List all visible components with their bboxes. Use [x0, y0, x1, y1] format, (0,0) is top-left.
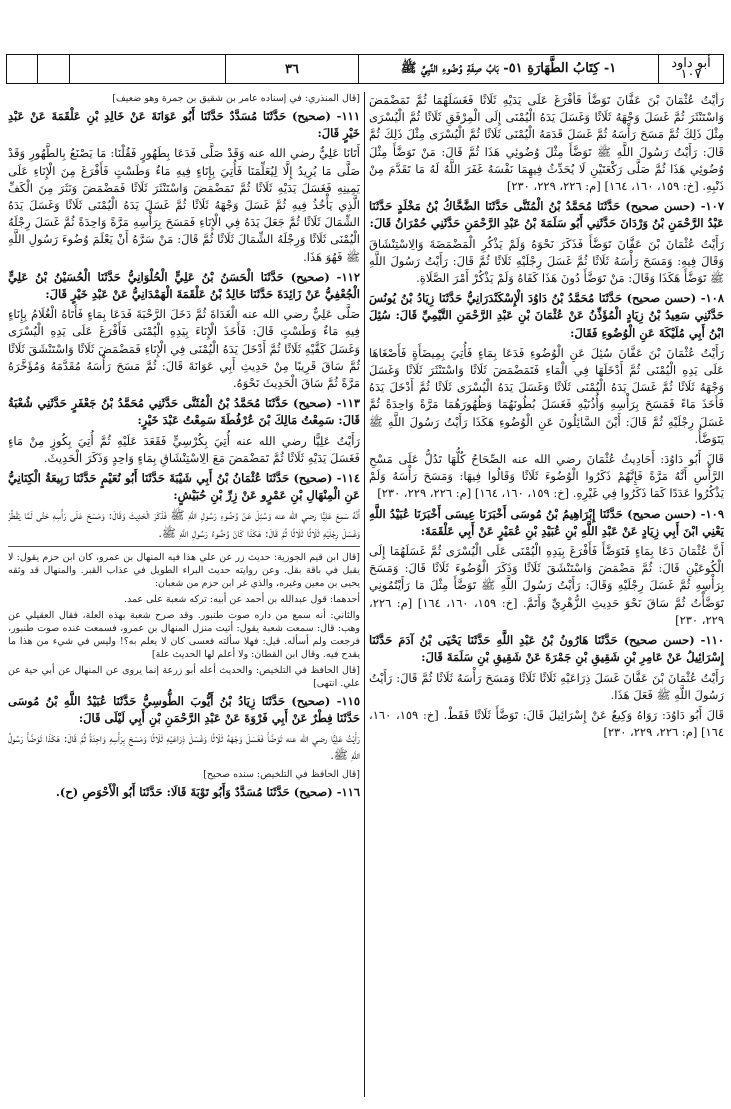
hadith-111-chain: ١١١- (صحيح) حَدَّثَنَا مُسَدَّدٌ حَدَّثَنَا أَبُو عَوَانَةَ عَنْ خَالِدِ بْنِ عَلْقَمَةَ عَنْ عَبْدِ خَيْرٍ قَالَ:	[8, 109, 360, 141]
header-blank-cell	[69, 55, 225, 83]
header-blank-cell	[7, 55, 37, 83]
page-number: ٣٦	[225, 55, 358, 83]
paragraph: رَأَيْتُ عَلِيًّا رضي الله عنه أُتِيَ بِكُرْسِيٍّ فَقَعَدَ عَلَيْهِ ثُمَّ أُتِيَ بِكُوزٍ مِنْ مَاءٍ فَغَسَلَ يَدَيْهِ ثَلَاثًا ثُمَّ تَمَضْمَضَ مَعَ الِاسْتِنْشَاقِ بِمَاءٍ وَاحِدٍ وَذَكَرَ الْحَدِيثَ.	[8, 433, 360, 465]
page-header	[6, 54, 724, 84]
annotation-note: [قال الحافظ في التلخيص: سنده صحيح]	[203, 768, 360, 780]
book-name: أبو داود	[671, 56, 711, 71]
hadith-116-chain: ١١٦- (صحيح) حَدَّثَنَا مُسَدَّدٌ وَأَبُو تَوْبَةَ قَالَا: حَدَّثَنَا أَبُو الْأَحْوَصِ (ح).	[55, 784, 360, 799]
annotation-note: [قال المنذري: في إسناده عامر بن شقيق بن جمرة وهو ضعيف]	[112, 93, 360, 104]
annotation-note: والثاني: أنه سمع من داره صوت طنبور. وقد صرح شعبة بهذه العلة، فقال العقيلي عن وهب: قال: سمعت شعبة يقول: أتيت منزل المنهال بن عمرو، فسمعت عنده صوت طنبور، فرجعت ولم أسأله. قيل: فهلا سألته فعسى كان لا يعلم به؟! وليس في شيء من هذا ما يقدح فيه. وقال ابن القطان: ولا أعلم لها الحديث علة]	[8, 609, 360, 660]
abu-dawud-comment: قَالَ أَبُو دَاوُدَ: أَحَادِيثُ عُثْمَانَ رضي الله عنه الصِّحَاحُ كُلُّهَا تَدُلُّ عَلَى مَسْحِ الرَّأْسِ أَنَّهُ مَرَّةً فَإِنَّهُمْ ذَكَرُوا الْوُضُوءَ ثَلَاثًا وَقَالُوا فِيهَا: وَمَسَحَ رَأْسَهُ وَلَمْ يَذْكُرُوا عَدَدًا كَمَا ذَكَرُوا فِي غَيْرِهِ. [خ: ١٥٩، ١٦٠، ١٦٤] [م: ٢٢٦، ٢٢٩، ٢٣٠]	[369, 452, 724, 501]
paragraph: رَأَيْتُ عُثْمَانَ بْنَ عَفَّانَ تَوَضَّأَ فَذَكَرَ نَحْوَهُ وَلَمْ يَذْكُرِ الْمَضْمَضَةَ وَالِاسْتِنْشَاقَ وَقَالَ فِيهِ: وَمَسَحَ رَأْسَهُ ثَلَاثًا ثُمَّ غَسَلَ رِجْلَيْهِ ثَلَاثًا ثُمَّ قَالَ: رَأَيْتُ رَسُولَ اللَّهِ ﷺ تَوَضَّأَ هَكَذَا وَقَالَ: مَنْ تَوَضَّأَ دُونَ هَذَا كَفَاهُ وَلَمْ يَذْكُرْ أَمْرَ الصَّلَاةِ.	[369, 236, 724, 286]
paragraph: صَلَّى عَلِيٌّ رضي الله عنه الْغَدَاةَ ثُمَّ دَخَلَ الرَّحْبَةَ فَدَعَا بِمَاءٍ فَأَتَاهُ الْغُلَامُ بِإِنَاءٍ فِيهِ مَاءٌ وَطَسْتٍ قَالَ: فَأَخَذَ الْإِنَاءَ بِيَدِهِ الْيُمْنَى فَأَفْرَغَ عَلَى يَدِهِ الْيُسْرَى وَغَسَلَ كَفَّيْهِ ثَلَاثًا ثُمَّ أَدْخَلَ يَدَهُ الْيُمْنَى فِي الْإِنَاءِ فَمَضْمَضَ ثَلَاثًا وَاسْتَنْشَقَ ثَلَاثًا ثُمَّ سَاقَ قَرِيبًا مِنْ حَدِيثِ أَبِي عَوَانَةَ قَالَ: ثُمَّ مَسَحَ رَأْسَهُ مُقَدَّمَهُ وَمُؤَخَّرَهُ مَرَّةً ثُمَّ سَاقَ الْحَدِيثَ نَحْوَهُ.	[8, 307, 360, 391]
paragraph: رَأَيْتُ عُثْمَانَ بْنَ عَفَّانَ تَوَضَّأَ فَأَفْرَغَ عَلَى يَدَيْهِ ثَلَاثًا فَغَسَلَهُمَا ثُمَّ تَمَضْمَضَ وَاسْتَنْثَرَ ثُمَّ غَسَلَ وَجْهَهُ ثَلَاثًا وَغَسَلَ يَدَهُ الْيُمْنَى إِلَى الْمِرْفَقِ ثَلَاثًا ثُمَّ الْيُسْرَى مِثْلَ ذَلِكَ ثُمَّ مَسَحَ رَأْسَهُ ثُمَّ غَسَلَ قَدَمَهُ الْيُمْنَى ثَلَاثًا ثُمَّ الْيُسْرَى مِثْلَ ذَلِكَ ثُمَّ قَالَ: رَأَيْتُ رَسُولَ اللَّهِ ﷺ تَوَضَّأَ مِثْلَ وُضُوئِي هَذَا ثُمَّ قَالَ: مَنْ تَوَضَّأَ مِثْلَ وُضُوئِي هَذَا ثُمَّ صَلَّى رَكْعَتَيْنِ لَا يُحَدِّثُ فِيهِمَا نَفْسَهُ غَفَرَ اللَّهُ لَهُ مَا تَقَدَّمَ مِنْ ذَنْبِهِ. [خ: ١٥٩، ١٦٠، ١٦٤] [م: ٢٢٦، ٢٢٩، ٢٣٠]	[369, 93, 724, 194]
paragraph: أَنَّ عُثْمَانَ دَعَا بِمَاءٍ فَتَوَضَّأَ فَأَفْرَغَ بِيَدِهِ الْيُمْنَى عَلَى الْيُسْرَى ثُمَّ غَسَلَهُمَا إِلَى الْكُوعَيْنِ قَالَ: ثُمَّ مَضْمَضَ وَاسْتَنْشَقَ ثَلَاثًا وَذَكَرَ الْوُضُوءَ ثَلَاثًا قَالَ: وَمَسَحَ بِرَأْسِهِ ثُمَّ غَسَلَ رِجْلَيْهِ وَقَالَ: رَأَيْتُ رَسُولَ اللَّهِ ﷺ تَوَضَّأَ مِثْلَ مَا رَأَيْتُمُونِي تَوَضَّأْتُ ثُمَّ سَاقَ نَحْوَ حَدِيثِ الزُّهْرِيِّ وَأَتَمَّ. [خ: ١٥٩، ١٦٠، ١٦٤] [م: ٢٢٦، ٢٢٩، ٢٣٠]	[369, 544, 724, 627]
hadith-112-chain: ١١٢- (صحيح) حَدَّثَنَا الْحَسَنُ بْنُ عَلِيٍّ الْحُلْوَانِيُّ حَدَّثَنَا الْحُسَيْنُ بْنُ عَلِيٍّ الْجُعْفِيُّ عَنْ زَائِدَةَ حَدَّثَنَا خَالِدُ بْنُ عَلْقَمَةَ الْهَمْدَانِيُّ عَنْ عَبْدِ خَيْرٍ قَالَ:	[8, 269, 360, 302]
annotation-note: [قال الحافظ في التلخيص: والحديث أعله أبو زرعة إنما يروى عن المنهال عن أبي حية عن علي. انتهى]	[8, 664, 360, 689]
annotation-note: أحدهما: قول عبدالله بن أحمد عن أبيه: تركه شعبة على عمد.	[123, 593, 360, 605]
hadith-110-chain: ١١٠- (حسن صحيح) حَدَّثَنَا هَارُونُ بْنُ عَبْدِ اللَّهِ حَدَّثَنَا يَحْيَى بْنُ آدَمَ حَدَّثَنَا إِسْرَائِيلُ عَنْ عَامِرِ بْنِ شَقِيقِ بْنِ جَمْرَةَ عَنْ شَقِيقِ بْنِ سَلَمَةَ قَالَ:	[369, 633, 724, 665]
paragraph: أَنَّهُ سَمِعَ عَلِيًّا رضي الله عنه وَسُئِلَ عَنْ وُضُوءِ رَسُولِ اللَّهِ ﷺ فَذَكَرَ الْحَدِيثَ وَقَالَ: وَمَسَحَ عَلَى رَأْسِهِ حَتَّى لَمَّا يَقْطُرْ وَغَسَلَ رِجْلَيْهِ ثَلَاثًا ثَلَاثًا ثُمَّ قَالَ: هَكَذَا كَانَ وُضُوءُ رَسُولِ اللَّهِ ﷺ.	[8, 508, 360, 540]
abu-dawud-comment: قَالَ أَبُو دَاوُدَ: رَوَاهُ وَكِيعٌ عَنْ إِسْرَائِيلَ قَالَ: تَوَضَّأَ ثَلَاثًا فَقَطْ. [خ: ١٥٩، ١٦٠، ١٦٤] [م: ٢٢٦، ٢٢٩، ٢٣٠]	[369, 707, 724, 740]
hadith-115-chain: ١١٥- (صحيح) حَدَّثَنَا زِيَادُ بْنُ أَيُّوبَ الطُّوسِيُّ حَدَّثَنَا عُبَيْدُ اللَّهِ بْنُ مُوسَى حَدَّثَنَا فِطْرٌ عَنْ أَبِي فَرْوَةَ عَنْ عَبْدِ الرَّحْمَنِ بْنِ أَبِي لَيْلَى قَالَ:	[8, 693, 360, 726]
volume-number: ١٠٧	[680, 67, 702, 82]
hadith-113-chain: ١١٣- (صحيح) حَدَّثَنَا مُحَمَّدُ بْنُ الْمُثَنَّى حَدَّثَنِي مُحَمَّدُ بْنُ جَعْفَرٍ حَدَّثَنِي شُعْبَةُ قَالَ: سَمِعْتُ مَالِكَ بْنَ عُرْفُطَةَ سَمِعْتُ عَبْدَ خَيْرٍ:	[8, 396, 360, 428]
hadith-107-chain: ١٠٧- (حسن صحيح) حَدَّثَنَا مُحَمَّدُ بْنُ الْمُثَنَّى حَدَّثَنَا الضَّحَّاكُ بْنُ مَخْلَدٍ حَدَّثَنَا عَبْدُ الرَّحْمَنِ بْنُ وَرْدَانَ حَدَّثَنِي أَبُو سَلَمَةَ بْنُ عَبْدِ الرَّحْمَنِ حَدَّثَنِي حُمْرَانُ قَالَ:	[369, 199, 724, 231]
chapter-title: ١- كِتَابُ الطَّهَارَةِ ٥١- بَابُ صِفَةِ وُضُوءِ النَّبِيِّ ﷺ	[358, 55, 658, 83]
right-text-column	[369, 92, 724, 1097]
paragraph: رَأَيْتُ عُثْمَانَ بْنَ عَفَّانَ سُئِلَ عَنِ الْوُضُوءِ فَدَعَا بِمَاءٍ فَأُتِيَ بِمِيضَأَةٍ فَأَصْغَاهَا عَلَى يَدِهِ الْيُمْنَى ثُمَّ أَدْخَلَهَا فِي الْمَاءِ فَتَمَضْمَضَ ثَلَاثًا وَاسْتَنْثَرَ ثَلَاثًا وَغَسَلَ وَجْهَهُ ثَلَاثًا ثُمَّ غَسَلَ يَدَهُ الْيُمْنَى ثَلَاثًا وَغَسَلَ يَدَهُ الْيُسْرَى ثَلَاثًا ثُمَّ أَدْخَلَ يَدَهُ فَأَخَذَ مَاءً فَمَسَحَ بِرَأْسِهِ وَأُذُنَيْهِ فَغَسَلَ بُطُونَهُمَا وَظُهُورَهُمَا مَرَّةً وَاحِدَةً ثُمَّ غَسَلَ رِجْلَيْهِ ثُمَّ قَالَ: أَيْنَ السَّائِلُونَ عَنِ الْوُضُوءِ هَكَذَا رَأَيْتُ رَسُولَ اللَّهِ ﷺ يَتَوَضَّأُ.	[369, 345, 724, 446]
paragraph: رَأَيْتُ عُثْمَانَ بْنَ عَفَّانَ غَسَلَ ذِرَاعَيْهِ ثَلَاثًا ثَلَاثًا وَمَسَحَ رَأْسَهُ ثَلَاثًا ثُمَّ قَالَ: رَأَيْتُ رَسُولَ اللَّهِ ﷺ فَعَلَ هَذَا.	[369, 670, 724, 702]
paragraph: أَتَانَا عَلِيٌّ رضي الله عنه وَقَدْ صَلَّى فَدَعَا بِطَهُورٍ فَقُلْنَا: مَا يَصْنَعُ بِالطَّهُورِ وَقَدْ صَلَّى مَا يُرِيدُ إِلَّا لِيُعَلِّمَنَا فَأُتِيَ بِإِنَاءٍ فِيهِ مَاءٌ وَطَسْتٍ فَأَفْرَغَ مِنَ الْإِنَاءِ عَلَى يَمِينِهِ فَغَسَلَ يَدَيْهِ ثَلَاثًا ثُمَّ تَمَضْمَضَ وَاسْتَنْثَرَ ثَلَاثًا فَمَضْمَضَ وَنَثَرَ مِنَ الْكَفِّ الَّذِي يَأْخُذُ فِيهِ ثُمَّ غَسَلَ وَجْهَهُ ثَلَاثًا ثُمَّ غَسَلَ يَدَهُ الْيُمْنَى ثَلَاثًا وَغَسَلَ يَدَهُ الشِّمَالَ ثَلَاثًا ثُمَّ جَعَلَ يَدَهُ فِي الْإِنَاءِ فَمَسَحَ بِرَأْسِهِ مَرَّةً وَاحِدَةً ثُمَّ غَسَلَ رِجْلَهُ الْيُمْنَى ثَلَاثًا وَرِجْلَهُ الشِّمَالَ ثَلَاثًا ثُمَّ قَالَ: مَنْ سَرَّهُ أَنْ يَعْلَمَ وُضُوءَ رَسُولِ اللَّهِ ﷺ فَهُوَ هَذَا.	[8, 146, 360, 264]
column-divider	[364, 92, 365, 1097]
hadith-108-chain: ١٠٨- (حسن صحيح) حَدَّثَنَا مُحَمَّدُ بْنُ دَاوُدَ الْإِسْكَنْدَرَانِيُّ حَدَّثَنَا زِيَادُ بْنُ يُونُسَ حَدَّثَنِي سَعِيدُ بْنُ زِيَادٍ الْمُؤَذِّنُ عَنْ عُثْمَانَ بْنِ عَبْدِ الرَّحْمَنِ التَّيْمِيِّ قَالَ: سُئِلَ ابْنُ أَبِي مُلَيْكَةَ عَنِ الْوُضُوءِ فَقَالَ:	[369, 291, 724, 340]
book-label-cell	[658, 55, 723, 83]
hadith-114-chain: ١١٤- (صحيح) حَدَّثَنَا عُثْمَانُ بْنُ أَبِي شَيْبَةَ حَدَّثَنَا أَبُو نُعَيْمٍ حَدَّثَنَا رَبِيعَةُ الْكِنَانِيُّ عَنِ الْمِنْهَالِ بْنِ عَمْرٍو عَنْ زِرِّ بْنِ حُبَيْشٍ:	[8, 471, 360, 503]
hadith-109-chain: ١٠٩- (حسن صحيح) حَدَّثَنَا إِبْرَاهِيمُ بْنُ مُوسَى أَخْبَرَنَا عِيسَى أَخْبَرَنَا عُبَيْدُ اللَّهِ يَعْنِي ابْنَ أَبِي زِيَادٍ عَنْ عَبْدِ اللَّهِ بْنِ عُبَيْدِ بْنِ عُمَيْرٍ عَنْ أَبِي عَلْقَمَةَ:	[369, 506, 724, 538]
header-blank-cell	[37, 55, 69, 83]
left-text-column	[8, 92, 360, 1097]
separator	[8, 546, 360, 547]
paragraph: رَأَيْتُ عَلِيًّا رضي الله عنه تَوَضَّأَ فَغَسَلَ وَجْهَهُ ثَلَاثًا وَغَسَلَ ذِرَاعَيْهِ ثَلَاثًا وَمَسَحَ بِرَأْسِهِ وَاحِدَةً ثُمَّ قَالَ: هَكَذَا تَوَضَّأَ رَسُولُ اللَّهِ ﷺ.	[8, 731, 360, 763]
annotation-note: [قال ابن قيم الجوزية: حديث زر عن علي هذا فيه المنهال بن عمرو، كان ابن حزم يقول: لا يقبل في باقة بقل. وعن روايته حديث البراء الطويل في عذاب القبر. والمنهال قد وثقه يحيى بن معين وغيره، والذي غر ابن حزم من شعبان:	[8, 551, 360, 589]
